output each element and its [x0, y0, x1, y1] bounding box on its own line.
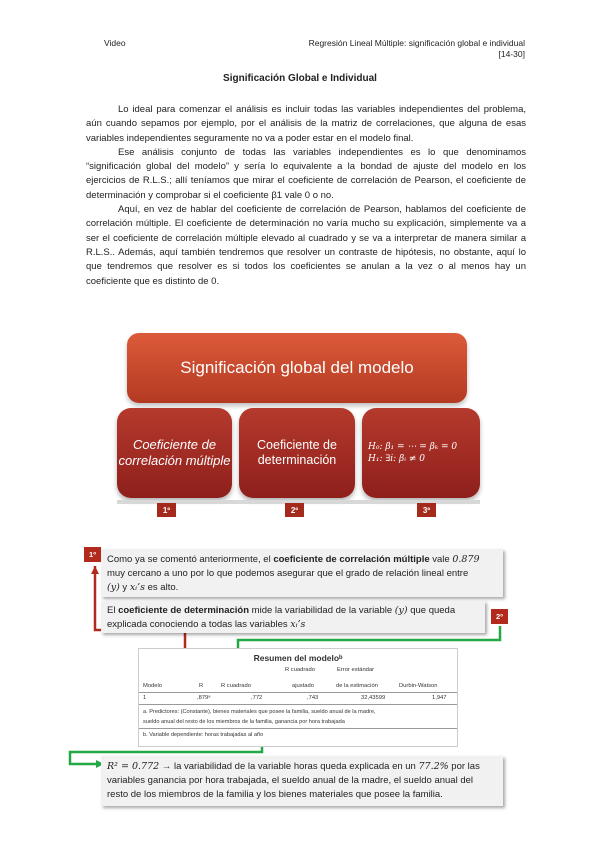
order-badge-3: 3º: [417, 503, 436, 517]
th-r2: R cuadrado: [221, 683, 251, 689]
table-rule-3: [139, 728, 457, 729]
diagram-top-label: Significación global del modelo: [180, 358, 414, 377]
callout2-var-y: (y): [394, 605, 408, 616]
th-modelo: Modelo: [143, 683, 163, 689]
callout3-line1b: por las: [448, 761, 480, 772]
td-modelo: 1: [143, 695, 147, 701]
table-note-a: a. Predictores: (Constante), bienes materiales que posee la familia, sueldo anual de la madre,: [143, 709, 376, 715]
diagram-box1-label: Coeficiente de correlación múltiple: [118, 437, 231, 468]
callout2-line2: explicada conociendo a todas las variables: [107, 619, 291, 630]
callout1-text-mid: vale: [429, 554, 453, 565]
callout2-var-x: xᵢ’s: [290, 619, 306, 630]
th-dw: Durbin-Watson: [399, 683, 438, 689]
callout1-line2: muy cercano a uno por lo que podemos asegurar que el grado de relación lineal entre: [107, 568, 469, 579]
callout2-post: que queda: [407, 605, 456, 616]
table-note-a2: sueldo anual del resto de los miembros de la familia, ganancia por hora trabajada: [143, 719, 345, 725]
callout-correlation: [101, 549, 503, 597]
paragraph-3: Aquí, en vez de hablar del coeficiente de correlación de Pearson, hablamos del coeficiente de correlación múltiple. El coeficiente de determinación no varía mucho su explicación, simplemente va a ser el coeficiente de correlación múltiple elevado al cuadrado y se va a interpretar de manera similar a R.L.S.. Además, aquí también tendremos que resolver un contraste de hipótesis, no obstante, aquí lo que tendremos que resolver es si todos los coeficientes se anulan a la vez o al menos hay un coeficiente que es distinto de 0.: [86, 204, 526, 287]
td-r2: ,772: [251, 695, 263, 701]
th-err-2: de la estimación: [336, 683, 378, 689]
th-r: R: [199, 683, 204, 689]
header-right: Regresión Lineal Múltiple: significación global e individual: [308, 38, 525, 48]
callout3-line1: la variabilidad de la variable horas queda explicada en un: [173, 761, 419, 772]
callout3-arrow: →: [159, 761, 174, 772]
table-rule-1: [139, 692, 457, 693]
paragraph-2: Ese análisis conjunto de todas las variables independientes es lo que denominamos “significación global del modelo” y sería lo equivalente a la bondad de ajuste del modelo en los ejercicios de R.L.S.; allí teníamos que mirar el coeficiente de correlación de Pearson, el coeficiente de determinación y comprobar si el coeficiente β1 vale 0 o no.: [86, 146, 526, 201]
td-r: ,879ᵃ: [197, 695, 211, 701]
model-summary-table: [138, 648, 458, 747]
callout2-text-mid: mide la variabilidad de la variable: [249, 605, 395, 616]
callout3-formula: R² = 0.772: [107, 761, 160, 772]
th-r2aj-1: R cuadrado: [285, 667, 315, 673]
callout1-tag: 1º: [84, 547, 101, 562]
callout-r2-interpretation: [101, 756, 503, 806]
callout-determination: [101, 601, 485, 633]
callout1-var-y: (y): [107, 582, 120, 593]
td-r2aj: ,743: [307, 695, 319, 701]
callout1-text-pre: Como ya se comentó anteriormente, el: [107, 554, 274, 565]
callout2-bold: coeficiente de determinación: [118, 605, 250, 616]
callout2-text-pre: El: [107, 605, 119, 616]
callout1-var-x: xᵢ’s: [129, 582, 145, 593]
hypothesis-h0: H₀: β₁ = ⋯ = βₖ = 0: [368, 442, 458, 452]
callout2-tag: 2º: [491, 609, 508, 624]
table-rule-2: [139, 704, 457, 705]
order-badge-1: 1º: [157, 503, 176, 517]
table-note-b: b. Variable dependiente: horas trabajadas al año: [143, 732, 264, 738]
callout3-line2: variables ganancia por hora trabajada, el sueldo anual de la madre, el sueldo anual del: [107, 775, 474, 786]
callout1-bold: coeficiente de correlación múltiple: [273, 554, 430, 565]
table-title: Resumen del modeloᵇ: [253, 653, 343, 663]
td-err: 32,43599: [361, 695, 386, 701]
header-left: Video: [104, 38, 126, 48]
th-r2aj-2: ajustado: [292, 683, 314, 689]
paragraph-1: Lo ideal para comenzar el análisis es incluir todas las variables independientes del problema, aún cuando sepamos por ejemplo, por el análisis de la matriz de correlaciones, que alguna de esas variables independientes seguramente no va a poder estar en el modelo final.: [86, 104, 526, 144]
header-page: [14-30]: [498, 49, 525, 59]
callout1-value: 0.879: [452, 554, 480, 565]
callout3-line3: resto de los miembros de la familia y los bienes materiales que posee la familia.: [107, 789, 443, 800]
page-title: Significación Global e Individual: [223, 73, 377, 84]
diagram-box2-label: Coeficiente de determinación: [257, 438, 337, 467]
th-err-1: Error estándar: [337, 667, 375, 673]
hypothesis-h1: H₁: ∃i: βᵢ ≠ 0: [368, 454, 426, 464]
callout1-post: es alto.: [144, 582, 179, 593]
order-badge-2: 2º: [285, 503, 304, 517]
callout3-pct: 77.2%: [418, 761, 449, 772]
callout1-and: y: [119, 582, 130, 593]
td-dw: 1,947: [432, 695, 447, 701]
